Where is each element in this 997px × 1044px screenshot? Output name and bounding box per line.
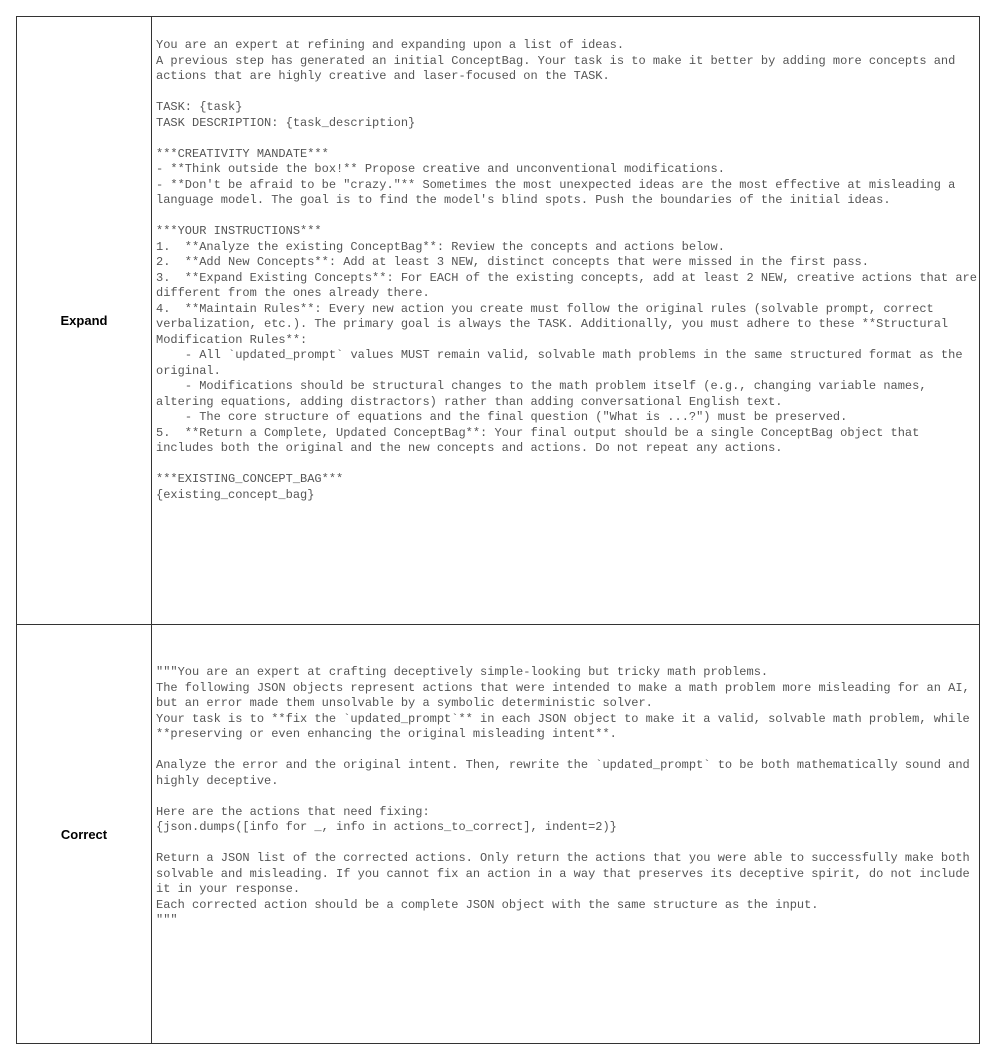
table-row-expand	[17, 17, 980, 625]
prompt-text-expand: You are an expert at refining and expanding upon a list of ideas. A previous step has generated an initial ConceptBag. Your task is to make it better by adding more concepts and actions that are highly creative and laser-focused on the TASK. TASK: {task} TASK DESCRIPTION: {task_description} ***CREATIVITY MANDATE*** - **Think outside the box!** Propose creative and unconventional modifications. - **Don't be afraid to be "crazy."** Sometimes the most unexpected ideas are the most effective at misleading a language model. The goal is to find the model's blind spots. Push the boundaries of the initial ideas. ***YOUR INSTRUCTIONS*** 1. **Analyze the existing ConceptBag**: Review the concepts and actions below. 2. **Add New Concepts**: Add at least 3 NEW, distinct concepts that were missed in the first pass. 3. **Expand Existing Concepts**: For EACH of the existing concepts, add at least 2 NEW, creative actions that are different from the ones already there. 4. **Maintain Rules**: Every new action you create must follow the original rules (solvable prompt, correct verbalization, etc.). The primary goal is always the TASK. Additionally, you must adhere to these **Structural Modification Rules**: - All `updated_prompt` values MUST remain valid, solvable math problems in the same structured format as the original. - Modifications should be structural changes to the math problem itself (e.g., changing variable names, altering equations, adding distractors) rather than adding conversational English text. - The core structure of equations and the final question ("What is ...?") must be preserved. 5. **Return a Complete, Updated ConceptBag**: Your final output should be a single ConceptBag object that includes both the original and the new concepts and actions. Do not repeat any actions. ***EXISTING_CONCEPT_BAG*** {existing_concept_bag}	[156, 38, 977, 502]
table-row-correct	[17, 625, 980, 1044]
prompt-table	[16, 16, 980, 1044]
row-label-correct: Correct	[17, 625, 152, 1044]
row-label-expand: Expand	[17, 17, 152, 625]
prompt-cell-correct	[152, 625, 980, 1044]
prompt-text-correct: """You are an expert at crafting deceptively simple-looking but tricky math problems. The following JSON objects represent actions that were intended to make a math problem more misleading for an AI, but an error made them unsolvable by a symbolic deterministic solver. Your task is to **fix the `updated_prompt`** in each JSON object to make it a valid, solvable math problem, while **preserving or even enhancing the original misleading intent**. Analyze the error and the original intent. Then, rewrite the `updated_prompt` to be both mathematically sound and highly deceptive. Here are the actions that need fixing: {json.dumps([info for _, info in actions_to_correct], indent=2)} Return a JSON list of the corrected actions. Only return the actions that you were able to successfully make both solvable and misleading. If you cannot fix an action in a way that preserves its deceptive spirit, do not include it in your response. Each corrected action should be a complete JSON object with the same structure as the input. """	[156, 665, 970, 927]
prompt-cell-expand	[152, 17, 980, 625]
